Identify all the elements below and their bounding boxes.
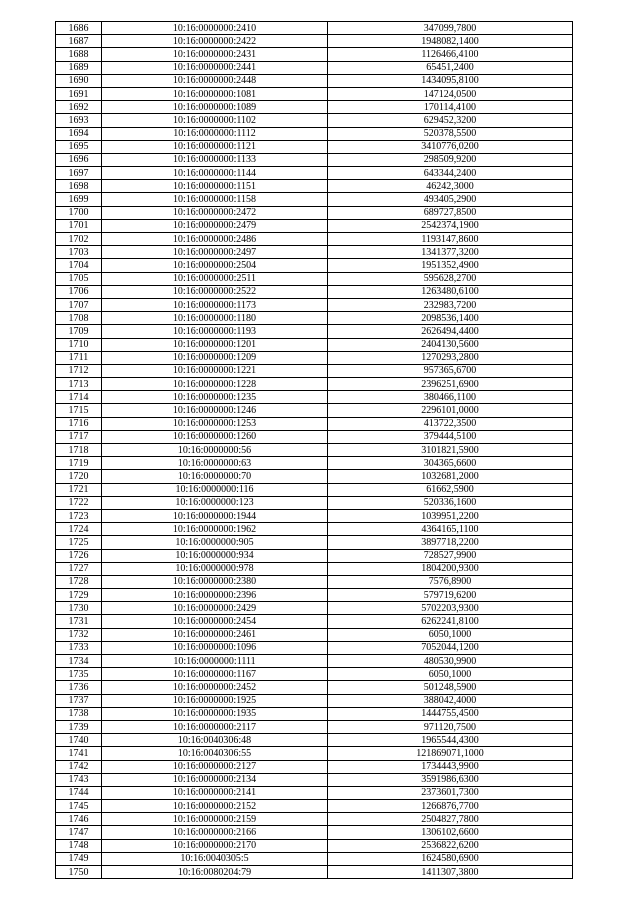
table-row xyxy=(56,470,573,483)
row-number-cell: 1718 xyxy=(56,444,102,457)
table-row xyxy=(56,800,573,813)
cadastral-number-cell: 10:16:0000000:1144 xyxy=(102,167,328,180)
cadastral-number-cell: 10:16:0000000:1173 xyxy=(102,298,328,311)
table-row xyxy=(56,760,573,773)
value-cell: 579719,6200 xyxy=(328,589,573,602)
cadastral-number-cell: 10:16:0000000:1102 xyxy=(102,114,328,127)
table-row xyxy=(56,681,573,694)
table-row xyxy=(56,87,573,100)
table-row xyxy=(56,338,573,351)
row-number-cell: 1697 xyxy=(56,167,102,180)
table-row xyxy=(56,602,573,615)
table-row xyxy=(56,285,573,298)
value-cell: 5702203,9300 xyxy=(328,602,573,615)
table-row xyxy=(56,852,573,865)
row-number-cell: 1699 xyxy=(56,193,102,206)
row-number-cell: 1720 xyxy=(56,470,102,483)
cadastral-number-cell: 10:16:0000000:1935 xyxy=(102,707,328,720)
table-body xyxy=(56,22,573,879)
cadastral-number-cell: 10:16:0000000:2431 xyxy=(102,48,328,61)
table-row xyxy=(56,101,573,114)
row-number-cell: 1724 xyxy=(56,523,102,536)
row-number-cell: 1707 xyxy=(56,298,102,311)
row-number-cell: 1725 xyxy=(56,536,102,549)
table-row xyxy=(56,839,573,852)
value-cell: 298509,9200 xyxy=(328,153,573,166)
value-cell: 2504827,7800 xyxy=(328,813,573,826)
row-number-cell: 1735 xyxy=(56,668,102,681)
table-row xyxy=(56,444,573,457)
cadastral-number-cell: 10:16:0000000:1081 xyxy=(102,87,328,100)
value-cell: 3897718,2200 xyxy=(328,536,573,549)
table-row xyxy=(56,153,573,166)
cadastral-number-cell: 10:16:0000000:1096 xyxy=(102,641,328,654)
row-number-cell: 1715 xyxy=(56,404,102,417)
cadastral-number-cell: 10:16:0000000:2452 xyxy=(102,681,328,694)
cadastral-number-cell: 10:16:0000000:934 xyxy=(102,549,328,562)
row-number-cell: 1706 xyxy=(56,285,102,298)
value-cell: 1032681,2000 xyxy=(328,470,573,483)
row-number-cell: 1694 xyxy=(56,127,102,140)
table-row xyxy=(56,35,573,48)
value-cell: 413722,3500 xyxy=(328,417,573,430)
value-cell: 61662,5900 xyxy=(328,483,573,496)
table-row xyxy=(56,720,573,733)
row-number-cell: 1690 xyxy=(56,74,102,87)
cadastral-number-cell: 10:16:0000000:2472 xyxy=(102,206,328,219)
cadastral-number-cell: 10:16:0000000:2396 xyxy=(102,589,328,602)
cadastral-number-cell: 10:16:0040306:55 xyxy=(102,747,328,760)
cadastral-number-cell: 10:16:0000000:978 xyxy=(102,562,328,575)
value-cell: 6050,1000 xyxy=(328,628,573,641)
value-cell: 2373601,7300 xyxy=(328,786,573,799)
cadastral-number-cell: 10:16:0000000:2166 xyxy=(102,826,328,839)
cadastral-number-cell: 10:16:0000000:1962 xyxy=(102,523,328,536)
row-number-cell: 1729 xyxy=(56,589,102,602)
data-table xyxy=(55,21,573,879)
value-cell: 1965544,4300 xyxy=(328,734,573,747)
table-row xyxy=(56,404,573,417)
table-row xyxy=(56,259,573,272)
row-number-cell: 1702 xyxy=(56,233,102,246)
table-row xyxy=(56,615,573,628)
value-cell: 2536822,6200 xyxy=(328,839,573,852)
cadastral-number-cell: 10:16:0000000:1260 xyxy=(102,430,328,443)
cadastral-number-cell: 10:16:0080204:79 xyxy=(102,866,328,879)
row-number-cell: 1744 xyxy=(56,786,102,799)
cadastral-number-cell: 10:16:0000000:1246 xyxy=(102,404,328,417)
cadastral-number-cell: 10:16:0000000:2410 xyxy=(102,22,328,35)
row-number-cell: 1740 xyxy=(56,734,102,747)
value-cell: 501248,5900 xyxy=(328,681,573,694)
value-cell: 388042,4000 xyxy=(328,694,573,707)
row-number-cell: 1709 xyxy=(56,325,102,338)
value-cell: 3591986,6300 xyxy=(328,773,573,786)
table-row xyxy=(56,826,573,839)
value-cell: 1193147,8600 xyxy=(328,233,573,246)
table-row xyxy=(56,694,573,707)
table-row xyxy=(56,641,573,654)
row-number-cell: 1746 xyxy=(56,813,102,826)
value-cell: 304365,6600 xyxy=(328,457,573,470)
table-row xyxy=(56,114,573,127)
value-cell: 3410776,0200 xyxy=(328,140,573,153)
row-number-cell: 1728 xyxy=(56,575,102,588)
value-cell: 595628,2700 xyxy=(328,272,573,285)
cadastral-number-cell: 10:16:0000000:2461 xyxy=(102,628,328,641)
table-row xyxy=(56,417,573,430)
cadastral-number-cell: 10:16:0040305:5 xyxy=(102,852,328,865)
row-number-cell: 1743 xyxy=(56,773,102,786)
value-cell: 7052044,1200 xyxy=(328,641,573,654)
table-row xyxy=(56,786,573,799)
row-number-cell: 1710 xyxy=(56,338,102,351)
table-row xyxy=(56,562,573,575)
table-row xyxy=(56,312,573,325)
cadastral-number-cell: 10:16:0000000:2511 xyxy=(102,272,328,285)
cadastral-number-cell: 10:16:0000000:2141 xyxy=(102,786,328,799)
value-cell: 689727,8500 xyxy=(328,206,573,219)
value-cell: 957365,6700 xyxy=(328,364,573,377)
value-cell: 1434095,8100 xyxy=(328,74,573,87)
cadastral-number-cell: 10:16:0000000:1089 xyxy=(102,101,328,114)
table-row xyxy=(56,523,573,536)
row-number-cell: 1716 xyxy=(56,417,102,430)
cadastral-number-cell: 10:16:0000000:2422 xyxy=(102,35,328,48)
row-number-cell: 1688 xyxy=(56,48,102,61)
table-row xyxy=(56,773,573,786)
value-cell: 1734443,9900 xyxy=(328,760,573,773)
row-number-cell: 1749 xyxy=(56,852,102,865)
cadastral-number-cell: 10:16:0000000:1167 xyxy=(102,668,328,681)
cadastral-number-cell: 10:16:0000000:116 xyxy=(102,483,328,496)
row-number-cell: 1739 xyxy=(56,720,102,733)
table-row xyxy=(56,575,573,588)
row-number-cell: 1705 xyxy=(56,272,102,285)
value-cell: 1948082,1400 xyxy=(328,35,573,48)
table-row xyxy=(56,74,573,87)
table-row xyxy=(56,549,573,562)
cadastral-number-cell: 10:16:0000000:1158 xyxy=(102,193,328,206)
table-row xyxy=(56,206,573,219)
row-number-cell: 1689 xyxy=(56,61,102,74)
cadastral-number-cell: 10:16:0000000:1201 xyxy=(102,338,328,351)
cadastral-number-cell: 10:16:0000000:1253 xyxy=(102,417,328,430)
row-number-cell: 1693 xyxy=(56,114,102,127)
row-number-cell: 1748 xyxy=(56,839,102,852)
cadastral-number-cell: 10:16:0000000:2448 xyxy=(102,74,328,87)
row-number-cell: 1714 xyxy=(56,391,102,404)
row-number-cell: 1721 xyxy=(56,483,102,496)
cadastral-number-cell: 10:16:0000000:56 xyxy=(102,444,328,457)
cadastral-number-cell: 10:16:0000000:2429 xyxy=(102,602,328,615)
value-cell: 2626494,4400 xyxy=(328,325,573,338)
value-cell: 232983,7200 xyxy=(328,298,573,311)
value-cell: 520378,5500 xyxy=(328,127,573,140)
table-row xyxy=(56,483,573,496)
value-cell: 379444,5100 xyxy=(328,430,573,443)
cadastral-number-cell: 10:16:0000000:2486 xyxy=(102,233,328,246)
row-number-cell: 1719 xyxy=(56,457,102,470)
value-cell: 2296101,0000 xyxy=(328,404,573,417)
value-cell: 2098536,1400 xyxy=(328,312,573,325)
value-cell: 1039951,2200 xyxy=(328,509,573,522)
table-row xyxy=(56,364,573,377)
value-cell: 1444755,4500 xyxy=(328,707,573,720)
cadastral-number-cell: 10:16:0000000:1111 xyxy=(102,655,328,668)
row-number-cell: 1734 xyxy=(56,655,102,668)
value-cell: 493405,2900 xyxy=(328,193,573,206)
row-number-cell: 1717 xyxy=(56,430,102,443)
cadastral-number-cell: 10:16:0000000:70 xyxy=(102,470,328,483)
value-cell: 480530,9900 xyxy=(328,655,573,668)
value-cell: 2404130,5600 xyxy=(328,338,573,351)
value-cell: 1266876,7700 xyxy=(328,800,573,813)
value-cell: 2542374,1900 xyxy=(328,219,573,232)
row-number-cell: 1700 xyxy=(56,206,102,219)
cadastral-number-cell: 10:16:0000000:123 xyxy=(102,496,328,509)
cadastral-number-cell: 10:16:0000000:1121 xyxy=(102,140,328,153)
row-number-cell: 1695 xyxy=(56,140,102,153)
value-cell: 170114,4100 xyxy=(328,101,573,114)
cadastral-number-cell: 10:16:0000000:2170 xyxy=(102,839,328,852)
cadastral-number-cell: 10:16:0000000:2152 xyxy=(102,800,328,813)
table-row xyxy=(56,430,573,443)
table-row xyxy=(56,747,573,760)
value-cell: 643344,2400 xyxy=(328,167,573,180)
row-number-cell: 1701 xyxy=(56,219,102,232)
value-cell: 6262241,8100 xyxy=(328,615,573,628)
table-row xyxy=(56,127,573,140)
table-row xyxy=(56,193,573,206)
row-number-cell: 1686 xyxy=(56,22,102,35)
cadastral-number-cell: 10:16:0000000:2522 xyxy=(102,285,328,298)
table-row xyxy=(56,325,573,338)
table-row xyxy=(56,48,573,61)
row-number-cell: 1723 xyxy=(56,509,102,522)
table-row xyxy=(56,866,573,879)
row-number-cell: 1741 xyxy=(56,747,102,760)
row-number-cell: 1711 xyxy=(56,351,102,364)
row-number-cell: 1698 xyxy=(56,180,102,193)
cadastral-number-cell: 10:16:0000000:2127 xyxy=(102,760,328,773)
value-cell: 147124,0500 xyxy=(328,87,573,100)
value-cell: 1263480,6100 xyxy=(328,285,573,298)
cadastral-number-cell: 10:16:0000000:2134 xyxy=(102,773,328,786)
table-row xyxy=(56,668,573,681)
row-number-cell: 1691 xyxy=(56,87,102,100)
value-cell: 520336,1600 xyxy=(328,496,573,509)
row-number-cell: 1732 xyxy=(56,628,102,641)
cadastral-number-cell: 10:16:0000000:2441 xyxy=(102,61,328,74)
row-number-cell: 1696 xyxy=(56,153,102,166)
row-number-cell: 1708 xyxy=(56,312,102,325)
table-row xyxy=(56,589,573,602)
table-row xyxy=(56,536,573,549)
table-row xyxy=(56,298,573,311)
row-number-cell: 1745 xyxy=(56,800,102,813)
value-cell: 4364165,1100 xyxy=(328,523,573,536)
table-row xyxy=(56,167,573,180)
table-row xyxy=(56,272,573,285)
row-number-cell: 1687 xyxy=(56,35,102,48)
row-number-cell: 1733 xyxy=(56,641,102,654)
row-number-cell: 1692 xyxy=(56,101,102,114)
cadastral-number-cell: 10:16:0000000:2380 xyxy=(102,575,328,588)
value-cell: 1341377,3200 xyxy=(328,246,573,259)
row-number-cell: 1731 xyxy=(56,615,102,628)
table-row xyxy=(56,457,573,470)
cadastral-number-cell: 10:16:0000000:1221 xyxy=(102,364,328,377)
value-cell: 728527,9900 xyxy=(328,549,573,562)
row-number-cell: 1713 xyxy=(56,378,102,391)
value-cell: 121869071,1000 xyxy=(328,747,573,760)
value-cell: 3101821,5900 xyxy=(328,444,573,457)
row-number-cell: 1726 xyxy=(56,549,102,562)
row-number-cell: 1703 xyxy=(56,246,102,259)
row-number-cell: 1750 xyxy=(56,866,102,879)
cadastral-number-cell: 10:16:0000000:905 xyxy=(102,536,328,549)
value-cell: 1804200,9300 xyxy=(328,562,573,575)
table-row xyxy=(56,391,573,404)
value-cell: 1951352,4900 xyxy=(328,259,573,272)
cadastral-number-cell: 10:16:0000000:1235 xyxy=(102,391,328,404)
cadastral-number-cell: 10:16:0000000:1944 xyxy=(102,509,328,522)
value-cell: 380466,1100 xyxy=(328,391,573,404)
cadastral-number-cell: 10:16:0040306:48 xyxy=(102,734,328,747)
table-row xyxy=(56,233,573,246)
value-cell: 46242,3000 xyxy=(328,180,573,193)
cadastral-number-cell: 10:16:0000000:1193 xyxy=(102,325,328,338)
row-number-cell: 1704 xyxy=(56,259,102,272)
cadastral-number-cell: 10:16:0000000:1925 xyxy=(102,694,328,707)
table-row xyxy=(56,509,573,522)
table-row xyxy=(56,22,573,35)
value-cell: 1306102,6600 xyxy=(328,826,573,839)
table-row xyxy=(56,180,573,193)
cadastral-number-cell: 10:16:0000000:1228 xyxy=(102,378,328,391)
value-cell: 629452,3200 xyxy=(328,114,573,127)
table-row xyxy=(56,140,573,153)
value-cell: 6050,1000 xyxy=(328,668,573,681)
table-row xyxy=(56,813,573,826)
cadastral-number-cell: 10:16:0000000:2159 xyxy=(102,813,328,826)
value-cell: 65451,2400 xyxy=(328,61,573,74)
cadastral-number-cell: 10:16:0000000:1112 xyxy=(102,127,328,140)
cadastral-number-cell: 10:16:0000000:2454 xyxy=(102,615,328,628)
row-number-cell: 1727 xyxy=(56,562,102,575)
cadastral-number-cell: 10:16:0000000:2479 xyxy=(102,219,328,232)
table-row xyxy=(56,734,573,747)
table-row xyxy=(56,496,573,509)
cadastral-number-cell: 10:16:0000000:1133 xyxy=(102,153,328,166)
value-cell: 971120,7500 xyxy=(328,720,573,733)
row-number-cell: 1737 xyxy=(56,694,102,707)
value-cell: 347099,7800 xyxy=(328,22,573,35)
cadastral-number-cell: 10:16:0000000:1180 xyxy=(102,312,328,325)
value-cell: 2396251,6900 xyxy=(328,378,573,391)
row-number-cell: 1738 xyxy=(56,707,102,720)
row-number-cell: 1742 xyxy=(56,760,102,773)
row-number-cell: 1747 xyxy=(56,826,102,839)
table-row xyxy=(56,628,573,641)
value-cell: 1270293,2800 xyxy=(328,351,573,364)
cadastral-number-cell: 10:16:0000000:63 xyxy=(102,457,328,470)
row-number-cell: 1712 xyxy=(56,364,102,377)
table-row xyxy=(56,707,573,720)
row-number-cell: 1736 xyxy=(56,681,102,694)
table-row xyxy=(56,378,573,391)
row-number-cell: 1722 xyxy=(56,496,102,509)
cadastral-number-cell: 10:16:0000000:1151 xyxy=(102,180,328,193)
row-number-cell: 1730 xyxy=(56,602,102,615)
cadastral-number-cell: 10:16:0000000:2504 xyxy=(102,259,328,272)
table-row xyxy=(56,655,573,668)
table-row xyxy=(56,61,573,74)
value-cell: 1411307,3800 xyxy=(328,866,573,879)
table-row xyxy=(56,219,573,232)
cadastral-number-cell: 10:16:0000000:2117 xyxy=(102,720,328,733)
value-cell: 7576,8900 xyxy=(328,575,573,588)
table-row xyxy=(56,351,573,364)
table-row xyxy=(56,246,573,259)
value-cell: 1126466,4100 xyxy=(328,48,573,61)
cadastral-number-cell: 10:16:0000000:1209 xyxy=(102,351,328,364)
value-cell: 1624580,6900 xyxy=(328,852,573,865)
cadastral-number-cell: 10:16:0000000:2497 xyxy=(102,246,328,259)
